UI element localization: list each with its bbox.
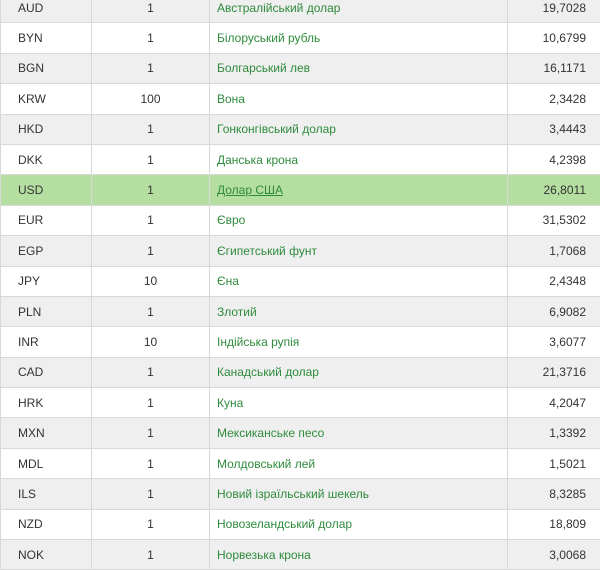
currency-name-cell xyxy=(210,327,508,357)
currency-code: HRK xyxy=(1,388,92,418)
currency-rate: 18,809 xyxy=(508,509,600,539)
currency-name-cell xyxy=(210,144,508,174)
currency-name-link[interactable]: Мексиканське песо xyxy=(217,426,325,441)
currency-code: PLN xyxy=(1,296,92,326)
currency-code: JPY xyxy=(1,266,92,296)
currency-rate: 16,1171 xyxy=(508,53,600,83)
currency-code: EGP xyxy=(1,236,92,266)
currency-units: 100 xyxy=(92,84,210,114)
currency-units: 1 xyxy=(92,357,210,387)
table-row xyxy=(1,53,600,83)
table-row xyxy=(1,144,600,174)
table-row xyxy=(1,479,600,509)
currency-code: USD xyxy=(1,175,92,205)
currency-name-link[interactable]: Данська крона xyxy=(217,152,299,167)
currency-rate: 2,4348 xyxy=(508,266,600,296)
table-row xyxy=(1,205,600,235)
table-row xyxy=(1,448,600,478)
currency-code: DKK xyxy=(1,144,92,174)
currency-name-link[interactable]: Канадський долар xyxy=(217,365,319,380)
currency-rate: 19,7028 xyxy=(508,0,600,23)
currency-name-cell xyxy=(210,236,508,266)
currency-units: 10 xyxy=(92,266,210,296)
currency-units: 1 xyxy=(92,388,210,418)
currency-rate: 1,7068 xyxy=(508,236,600,266)
currency-name-cell xyxy=(210,53,508,83)
currency-units: 1 xyxy=(92,175,210,205)
currency-units: 1 xyxy=(92,144,210,174)
currency-name-cell xyxy=(210,296,508,326)
currency-code: MDL xyxy=(1,448,92,478)
currency-rate: 2,3428 xyxy=(508,84,600,114)
table-row xyxy=(1,236,600,266)
table-row xyxy=(1,114,600,144)
currency-rate: 26,8011 xyxy=(508,175,600,205)
currency-name-link[interactable]: Єгипетський фунт xyxy=(217,243,317,258)
currency-units: 1 xyxy=(92,296,210,326)
currency-name-link[interactable]: Єна xyxy=(217,274,239,289)
currency-code: HKD xyxy=(1,114,92,144)
currency-code: MXN xyxy=(1,418,92,448)
currency-code: INR xyxy=(1,327,92,357)
currency-name-cell xyxy=(210,114,508,144)
currency-name-link[interactable]: Долар США xyxy=(217,183,284,198)
currency-units: 1 xyxy=(92,23,210,53)
currency-name-link[interactable]: Куна xyxy=(217,395,244,410)
currency-rate: 3,4443 xyxy=(508,114,600,144)
currency-name-cell xyxy=(210,266,508,296)
currency-name-cell xyxy=(210,448,508,478)
currency-name-link[interactable]: Болгарський лев xyxy=(217,61,311,76)
currency-units: 1 xyxy=(92,205,210,235)
currency-code: BGN xyxy=(1,53,92,83)
currency-units: 1 xyxy=(92,448,210,478)
table-row xyxy=(1,418,600,448)
exchange-rates-body xyxy=(1,0,600,570)
currency-rate: 1,3392 xyxy=(508,418,600,448)
table-row xyxy=(1,327,600,357)
table-row xyxy=(1,266,600,296)
currency-units: 1 xyxy=(92,509,210,539)
table-row xyxy=(1,84,600,114)
table-row xyxy=(1,23,600,53)
currency-name-link[interactable]: Вона xyxy=(217,91,245,106)
currency-code: EUR xyxy=(1,205,92,235)
currency-units: 1 xyxy=(92,114,210,144)
currency-name-cell xyxy=(210,23,508,53)
currency-name-link[interactable]: Євро xyxy=(217,213,246,228)
currency-code: NZD xyxy=(1,509,92,539)
currency-name-cell xyxy=(210,388,508,418)
currency-rate: 3,0068 xyxy=(508,540,600,570)
currency-name-cell xyxy=(210,84,508,114)
currency-rate: 21,3716 xyxy=(508,357,600,387)
currency-units: 1 xyxy=(92,540,210,570)
currency-name-link[interactable]: Австралійський долар xyxy=(217,0,341,15)
currency-units: 10 xyxy=(92,327,210,357)
table-row-highlighted xyxy=(1,175,600,205)
currency-units: 1 xyxy=(92,479,210,509)
currency-units: 1 xyxy=(92,0,210,23)
currency-rate: 3,6077 xyxy=(508,327,600,357)
currency-code: AUD xyxy=(1,0,92,23)
table-row xyxy=(1,296,600,326)
currency-rate: 8,3285 xyxy=(508,479,600,509)
currency-units: 1 xyxy=(92,236,210,266)
currency-name-cell xyxy=(210,357,508,387)
currency-name-link[interactable]: Гонконгівський долар xyxy=(217,122,336,137)
currency-name-link[interactable]: Молдовський лей xyxy=(217,456,316,471)
currency-name-cell xyxy=(210,205,508,235)
currency-rate: 6,9082 xyxy=(508,296,600,326)
currency-rate: 31,5302 xyxy=(508,205,600,235)
currency-code: CAD xyxy=(1,357,92,387)
currency-name-cell xyxy=(210,479,508,509)
currency-units: 1 xyxy=(92,418,210,448)
currency-name-link[interactable]: Злотий xyxy=(217,304,257,319)
currency-name-cell xyxy=(210,0,508,23)
currency-units: 1 xyxy=(92,53,210,83)
currency-name-link[interactable]: Норвезька крона xyxy=(217,547,311,562)
currency-rate: 4,2047 xyxy=(508,388,600,418)
currency-name-link[interactable]: Новий ізраїльський шекель xyxy=(217,486,370,501)
table-row xyxy=(1,540,600,570)
currency-code: KRW xyxy=(1,84,92,114)
table-row xyxy=(1,509,600,539)
currency-rate: 1,5021 xyxy=(508,448,600,478)
currency-name-cell xyxy=(210,175,508,205)
table-row xyxy=(1,388,600,418)
currency-name-link[interactable]: Новозеландський долар xyxy=(217,517,353,532)
table-row xyxy=(1,0,600,23)
currency-name-link[interactable]: Білоруський рубль xyxy=(217,31,321,46)
currency-rate: 4,2398 xyxy=(508,144,600,174)
currency-name-cell xyxy=(210,418,508,448)
currency-code: BYN xyxy=(1,23,92,53)
currency-rate: 10,6799 xyxy=(508,23,600,53)
currency-name-cell xyxy=(210,540,508,570)
currency-code: ILS xyxy=(1,479,92,509)
currency-code: NOK xyxy=(1,540,92,570)
currency-name-cell xyxy=(210,509,508,539)
currency-name-link[interactable]: Індійська рупія xyxy=(217,334,300,349)
table-row xyxy=(1,357,600,387)
